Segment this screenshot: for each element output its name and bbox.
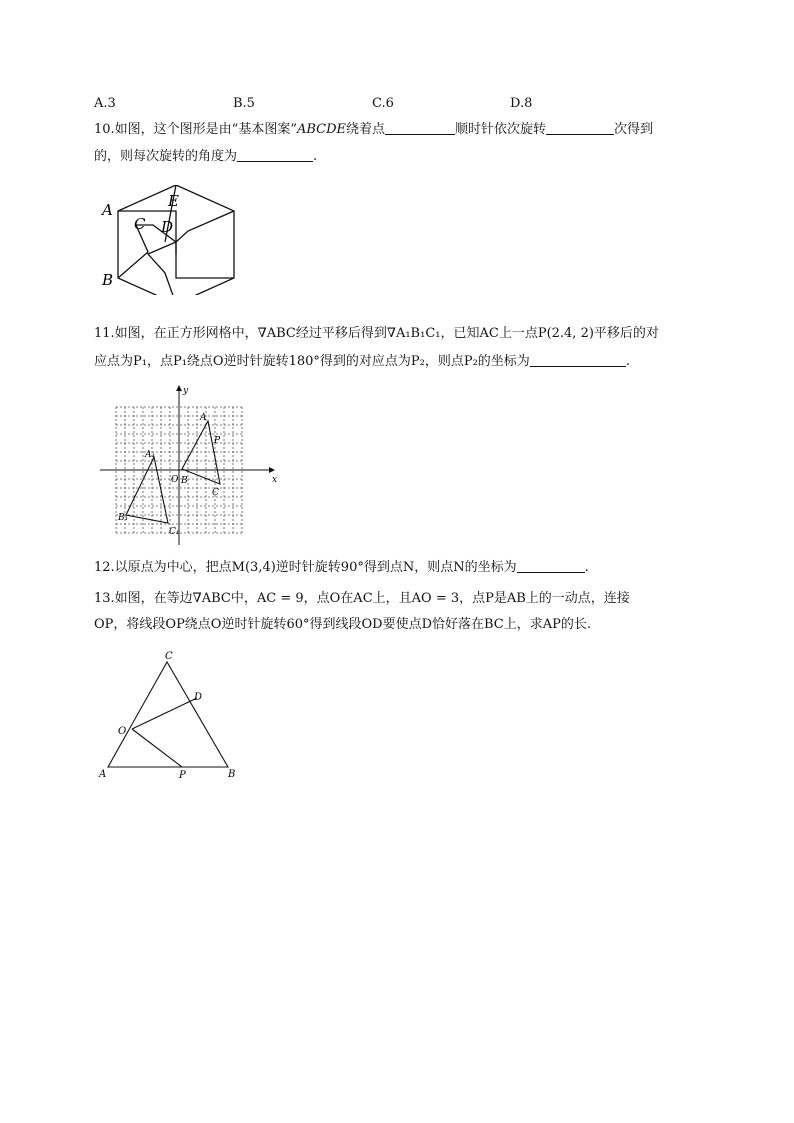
grid-figure	[96, 383, 286, 548]
pinwheel-arm-3	[176, 211, 234, 242]
label-b1: B₁	[118, 513, 129, 523]
q10-blank-1[interactable]	[385, 121, 455, 135]
question-12	[94, 559, 589, 577]
question-11-line-2	[94, 353, 630, 371]
hexagon-figure	[95, 185, 245, 295]
label-e: E	[168, 192, 179, 210]
q11-text: 应点为P₁，点P₁绕点O逆时针旋转180°得到的对应点为P₂，则点P₂的坐标为	[94, 354, 530, 369]
triangle-a1b1c1	[126, 457, 168, 523]
option-a: A.3	[94, 96, 116, 111]
q10-text-c: 绕着点	[346, 122, 386, 137]
q12-text: 12.以原点为中心，把点M(3,4)逆时针旋转90°得到点N，则点N的坐标为	[94, 560, 517, 575]
pinwheel-arm-5	[148, 242, 176, 295]
label-o: O	[118, 726, 127, 737]
label-a: A	[200, 413, 207, 423]
label-c: C	[134, 215, 146, 233]
label-b: B	[102, 271, 114, 289]
triangle-abc-outline	[108, 662, 228, 767]
label-a1: A₁	[145, 450, 156, 460]
label-c1: C₁	[169, 527, 180, 537]
segment-od	[132, 698, 197, 729]
label-origin-o: O	[171, 475, 179, 485]
q12-period: .	[584, 560, 589, 575]
q10-text-f: 的，则每次旋转的角度为	[94, 149, 238, 164]
question-11-line-1: 11.如图，在正方形网格中，∇ABC经过平移后得到∇A₁B₁C₁，已知AC上一点P(2.4, 2)平移后的对	[94, 326, 659, 341]
option-d: D.8	[510, 96, 533, 111]
label-c: C	[212, 488, 219, 498]
question-13-line-1: 13.如图，在等边∇ABC中，AC = 9，点O在AC上，且AO = 3，点P是AB上的一动点，连接	[94, 591, 630, 606]
label-c: C	[165, 651, 173, 662]
triangle-figure	[96, 645, 246, 785]
label-p: P	[214, 436, 221, 446]
q10-text-b: ABCDE	[296, 122, 347, 137]
question-13-line-2: OP，将线段OP绕点O逆时针旋转60°得到线段OD要使点D恰好落在BC上，求AP的长.	[94, 617, 592, 632]
q10-text-d: 顺时针依次旋转	[455, 122, 547, 137]
label-b: B	[181, 476, 188, 486]
q11-blank[interactable]	[530, 353, 626, 367]
label-d: D	[194, 692, 203, 703]
label-b: B	[228, 769, 236, 780]
pinwheel-arm-4	[176, 242, 234, 278]
q10-period: .	[313, 149, 318, 164]
q10-blank-2[interactable]	[546, 121, 614, 135]
q10-text-e: 次得到	[614, 122, 654, 137]
q10-text-a: 10.如图，这个图形是由“基本图案”	[94, 122, 297, 137]
axis-label-x: x	[272, 475, 278, 485]
segment-op	[132, 729, 182, 767]
axis-label-y: y	[183, 386, 189, 396]
label-p: P	[179, 770, 186, 781]
label-d: D	[161, 218, 174, 236]
q10-blank-3[interactable]	[237, 148, 313, 162]
label-a: A	[102, 201, 113, 219]
label-a: A	[99, 769, 107, 780]
q11-period: .	[625, 354, 630, 369]
question-10-line-1	[94, 121, 653, 139]
option-b: B.5	[233, 96, 255, 111]
q12-blank[interactable]	[517, 559, 585, 573]
question-10-line-2	[94, 148, 317, 166]
option-c: C.6	[372, 96, 394, 111]
